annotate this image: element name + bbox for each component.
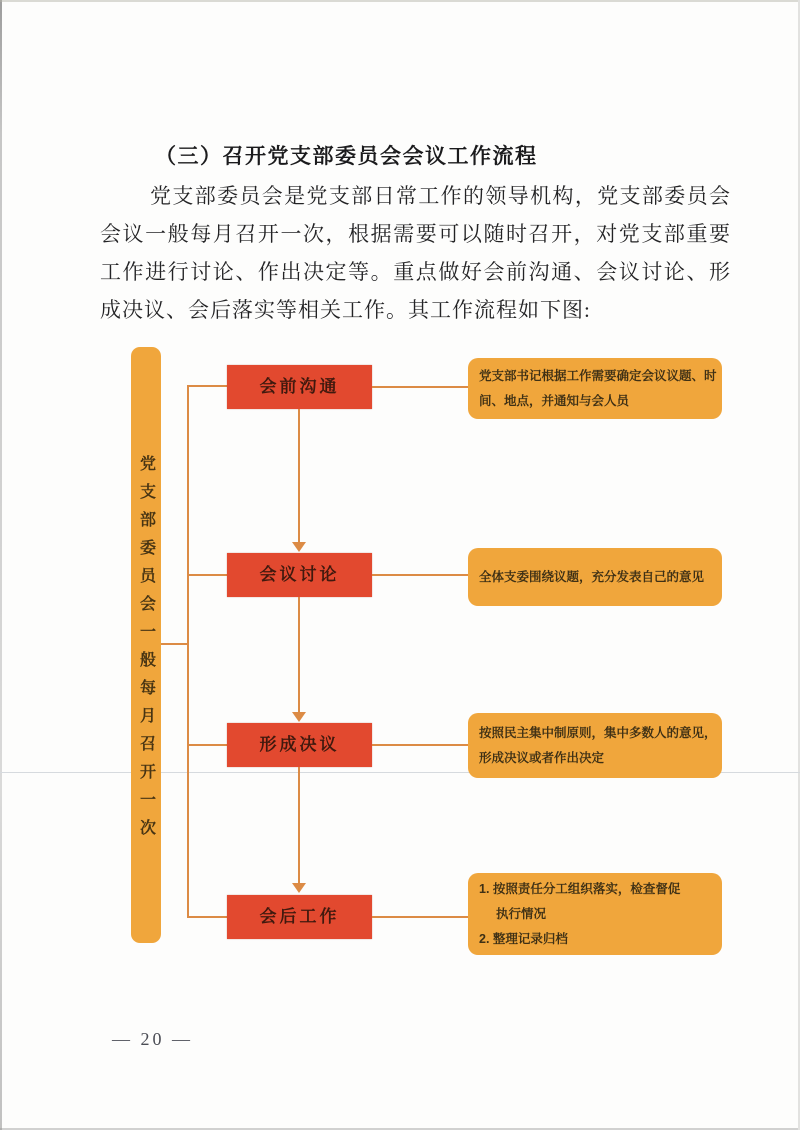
- bar-connector-line: [161, 643, 187, 645]
- desc-line: 2. 整理记录归档: [479, 931, 568, 946]
- page-edge-left: [0, 0, 2, 1130]
- step-desc-connector: [372, 386, 468, 388]
- down-arrow-line: [298, 767, 300, 883]
- desc-box-discussion: [468, 548, 722, 606]
- down-arrow-icon: [292, 883, 306, 893]
- step-desc-connector: [372, 574, 468, 576]
- step-box-resolution: 形成决议: [227, 723, 372, 767]
- section-heading: （三）召开党支部委员会会议工作流程: [155, 144, 538, 168]
- spine-stub-line: [187, 574, 227, 576]
- paragraph-line: 会议一般每月召开一次，根据需要可以随时召开，对党支部重要: [100, 222, 731, 246]
- down-arrow-icon: [292, 542, 306, 552]
- spine-stub-line: [187, 744, 227, 746]
- paragraph-line: 党支部委员会是党支部日常工作的领导机构，党支部委员会: [150, 184, 731, 208]
- flow-spine-line: [187, 385, 189, 918]
- desc-line: 党支部书记根据工作需要确定会议议题、时: [479, 368, 717, 383]
- paragraph-line: 成决议、会后落实等相关工作。其工作流程如下图:: [100, 298, 591, 322]
- paragraph-line: 工作进行讨论、作出决定等。重点做好会前沟通、会议讨论、形: [100, 260, 731, 284]
- desc-line: 全体支委围绕议题，充分发表自己的意见: [479, 569, 705, 584]
- desc-box-pre-meeting: [468, 358, 722, 419]
- spine-stub-line: [187, 385, 227, 387]
- step-box-pre-meeting: 会前沟通: [227, 365, 372, 409]
- flow-side-bar-label: 党支部委员会一般每月召开一次: [137, 455, 155, 847]
- down-arrow-line: [298, 597, 300, 712]
- page-number: — 20 —: [112, 1029, 193, 1049]
- flow-side-bar: [131, 347, 161, 943]
- step-desc-connector: [372, 916, 468, 918]
- desc-line: 形成决议或者作出决定: [479, 750, 605, 765]
- desc-line: 执行情况: [496, 906, 547, 921]
- step-box-discussion: 会议讨论: [227, 553, 372, 597]
- desc-box-resolution: [468, 713, 722, 778]
- step-box-post-meeting: 会后工作: [227, 895, 372, 939]
- desc-line: 1. 按照责任分工组织落实，检查督促: [479, 881, 681, 896]
- page-edge-top: [0, 0, 800, 2]
- desc-line: 按照民主集中制原则，集中多数人的意见，: [479, 725, 717, 740]
- down-arrow-icon: [292, 712, 306, 722]
- step-desc-connector: [372, 744, 468, 746]
- desc-line: 间、地点，并通知与会人员: [479, 393, 630, 408]
- down-arrow-line: [298, 409, 300, 542]
- desc-box-post-meeting: [468, 873, 722, 955]
- body-paragraph: [100, 177, 731, 329]
- spine-stub-line: [187, 916, 227, 918]
